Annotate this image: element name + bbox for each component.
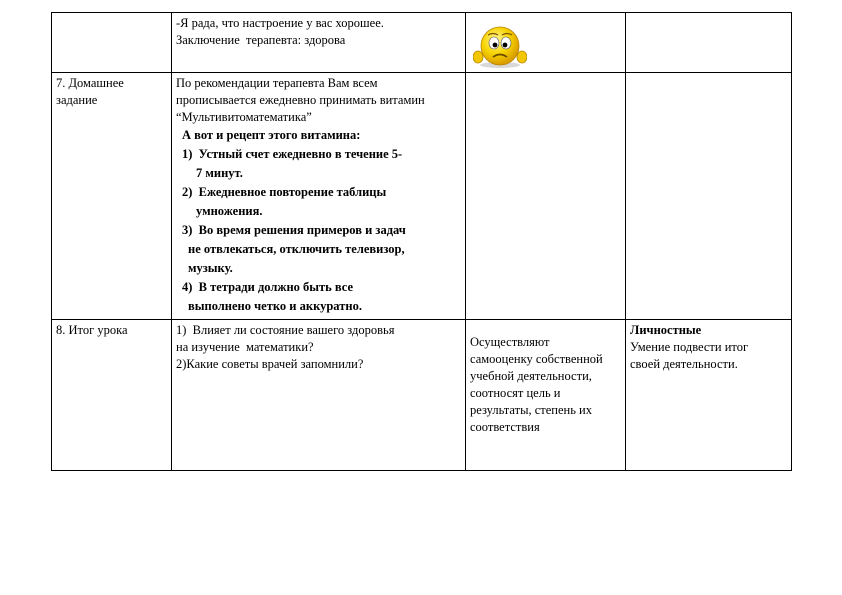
result-line: соответствия	[470, 420, 540, 434]
result-line: результаты, степень их	[470, 403, 592, 417]
result-line: самооценку собственной	[470, 352, 603, 366]
stage-label: 7. Домашнее	[56, 76, 124, 90]
recipe-item: выполнено четко и аккуратно.	[188, 299, 362, 313]
activity-cell	[172, 320, 466, 471]
personal-line: Умение подвести итог	[630, 340, 749, 354]
recipe-item: не отвлекаться, отключить телевизор,	[188, 242, 405, 256]
activity-line: Заключение терапевта: здорова	[176, 33, 346, 47]
personal-cell	[626, 320, 792, 471]
question-line: на изучение математики?	[176, 340, 314, 354]
recipe-item: умножения.	[196, 204, 263, 218]
recipe-item: 2) Ежедневное повторение таблицы	[182, 185, 387, 199]
stage-cell	[52, 73, 172, 320]
worried-face-icon	[473, 25, 527, 69]
intro-line: По рекомендации терапевта Вам всем	[176, 76, 378, 90]
personal-line: своей деятельности.	[630, 357, 738, 371]
result-cell	[466, 320, 626, 471]
table-row	[52, 73, 792, 320]
table-row	[52, 320, 792, 471]
result-line: учебной деятельности,	[470, 369, 592, 383]
recipe-item: 4) В тетради должно быть все	[182, 280, 354, 294]
activity-cell	[172, 73, 466, 320]
empty-cell	[626, 73, 792, 320]
personal-title: Личностные	[630, 323, 702, 337]
recipe-item: музыку.	[188, 261, 233, 275]
stage-cell	[52, 13, 172, 73]
stage-label: 8. Итог урока	[56, 323, 128, 337]
intro-line: “Мультивитоматематика”	[176, 110, 312, 124]
empty-cell	[466, 73, 626, 320]
stage-label: задание	[56, 93, 98, 107]
activity-cell	[172, 13, 466, 73]
recipe-item: 3) Во время решения примеров и задач	[182, 223, 406, 237]
result-line: соотносят цель и	[470, 386, 561, 400]
table-row	[52, 13, 792, 73]
activity-line: -Я рада, что настроение у вас хорошее.	[176, 16, 384, 30]
recipe-item: 7 минут.	[196, 166, 243, 180]
lesson-plan-table	[51, 12, 792, 471]
question-line: 1) Влияет ли состояние вашего здоровья	[176, 323, 395, 337]
empty-cell	[626, 13, 792, 73]
recipe-item: 1) Устный счет ежедневно в течение 5-	[182, 147, 403, 161]
question-line: 2)Какие советы врачей запомнили?	[176, 357, 364, 371]
intro-line: прописывается ежедневно принимать витамин	[176, 93, 425, 107]
recipe-title: А вот и рецепт этого витамина:	[182, 128, 361, 142]
result-line: Осуществляют	[470, 335, 550, 349]
stage-cell	[52, 320, 172, 471]
